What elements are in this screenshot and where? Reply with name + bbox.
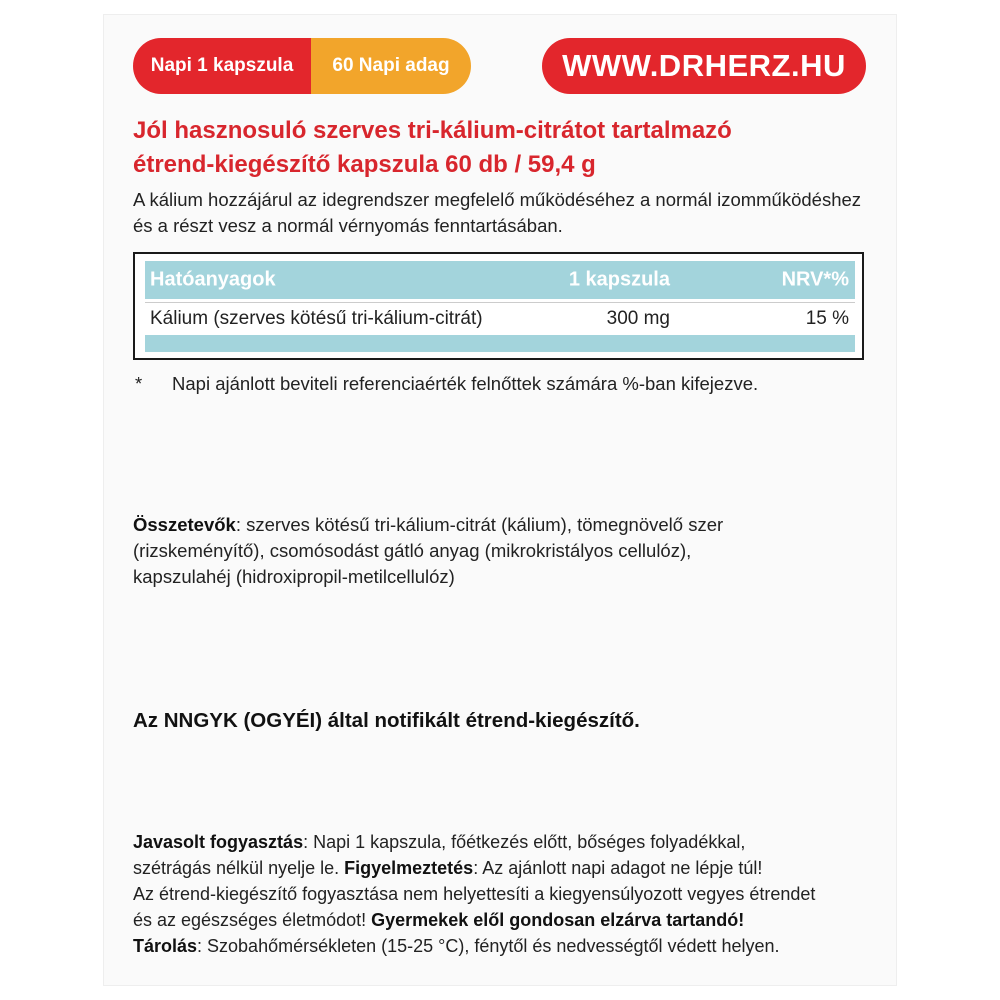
header-per-capsule: 1 kapszula <box>568 268 670 291</box>
usage-label: Javasolt fogyasztás <box>133 832 304 852</box>
children-warning: Gyermekek elől gondosan elzárva tartandó! <box>371 910 745 930</box>
title-line-2: étrend-kiegészítő kapszula 60 db / 59,4 g <box>133 151 596 178</box>
header-nrv: NRV*% <box>781 268 849 291</box>
product-title <box>133 114 873 182</box>
row-nrv: 15 % <box>805 308 849 329</box>
website-badge: WWW.DRHERZ.HU <box>542 38 866 94</box>
ingredients-section <box>133 512 873 590</box>
nrv-footnote <box>135 371 875 397</box>
ingredients-label: Összetevők <box>133 514 236 535</box>
usage-text-2: szétrágás nélkül nyelje le. <box>133 858 345 878</box>
claim-line-1: A kálium hozzájárul az idegrendszer megfelelő működéséhez a normál izomműködéshez <box>133 189 862 210</box>
header-active-ingredients: Hatóanyagok <box>150 268 276 291</box>
warning-label: Figyelmeztetés <box>344 858 474 878</box>
usage-text-5: és az egészséges életmódot! <box>133 910 372 930</box>
usage-text-3: : Az ajánlott napi adagot ne lépje túl! <box>473 858 763 878</box>
usage-text-1: : Napi 1 kapszula, főétkezés előtt, bőséges folyadékkal, <box>303 832 746 852</box>
nutrition-table <box>133 252 864 360</box>
table-row <box>145 302 855 335</box>
product-claim <box>133 187 873 239</box>
storage-text: : Szobahőmérsékleten (15-25 °C), fénytől és nedvességtől védett helyen. <box>197 936 780 956</box>
nutrition-table-header <box>145 261 855 299</box>
usage-section <box>133 829 873 959</box>
daily-dose-badge: Napi 1 kapszula <box>133 38 311 94</box>
footnote-symbol: * <box>135 373 143 394</box>
ingredients-line-3: kapszulahéj (hidroxipropil-metilcellulóz) <box>133 566 455 587</box>
dose-badge <box>133 38 471 94</box>
ingredients-line-2: (rizskeményítő), csomósodást gátló anyag (mikrokristályos cellulóz), <box>133 540 692 561</box>
row-amount: 300 mg <box>606 308 670 329</box>
notification-notice: Az NNGYK (OGYÉI) által notifikált étrend-kiegészítő. <box>133 709 640 732</box>
servings-badge: 60 Napi adag <box>311 38 471 94</box>
claim-line-2: és a részt vesz a normál vérnyomás fenntartásában. <box>133 215 563 236</box>
footnote-text: Napi ajánlott beviteli referenciaérték felnőttek számára %-ban kifejezve. <box>172 373 759 394</box>
title-line-1: Jól hasznosuló szerves tri-kálium-citrátot tartalmazó <box>133 117 732 144</box>
storage-label: Tárolás <box>133 936 198 956</box>
row-ingredient: Kálium (szerves kötésű tri-kálium-citrát) <box>150 308 483 329</box>
nutrition-table-footer-bar <box>145 335 855 352</box>
usage-text-4: Az étrend-kiegészítő fogyasztása nem helyettesíti a kiegyensúlyozott vegyes étrendet <box>133 884 816 904</box>
ingredients-line-1: : szerves kötésű tri-kálium-citrát (kálium), tömegnövelő szer <box>235 514 724 535</box>
